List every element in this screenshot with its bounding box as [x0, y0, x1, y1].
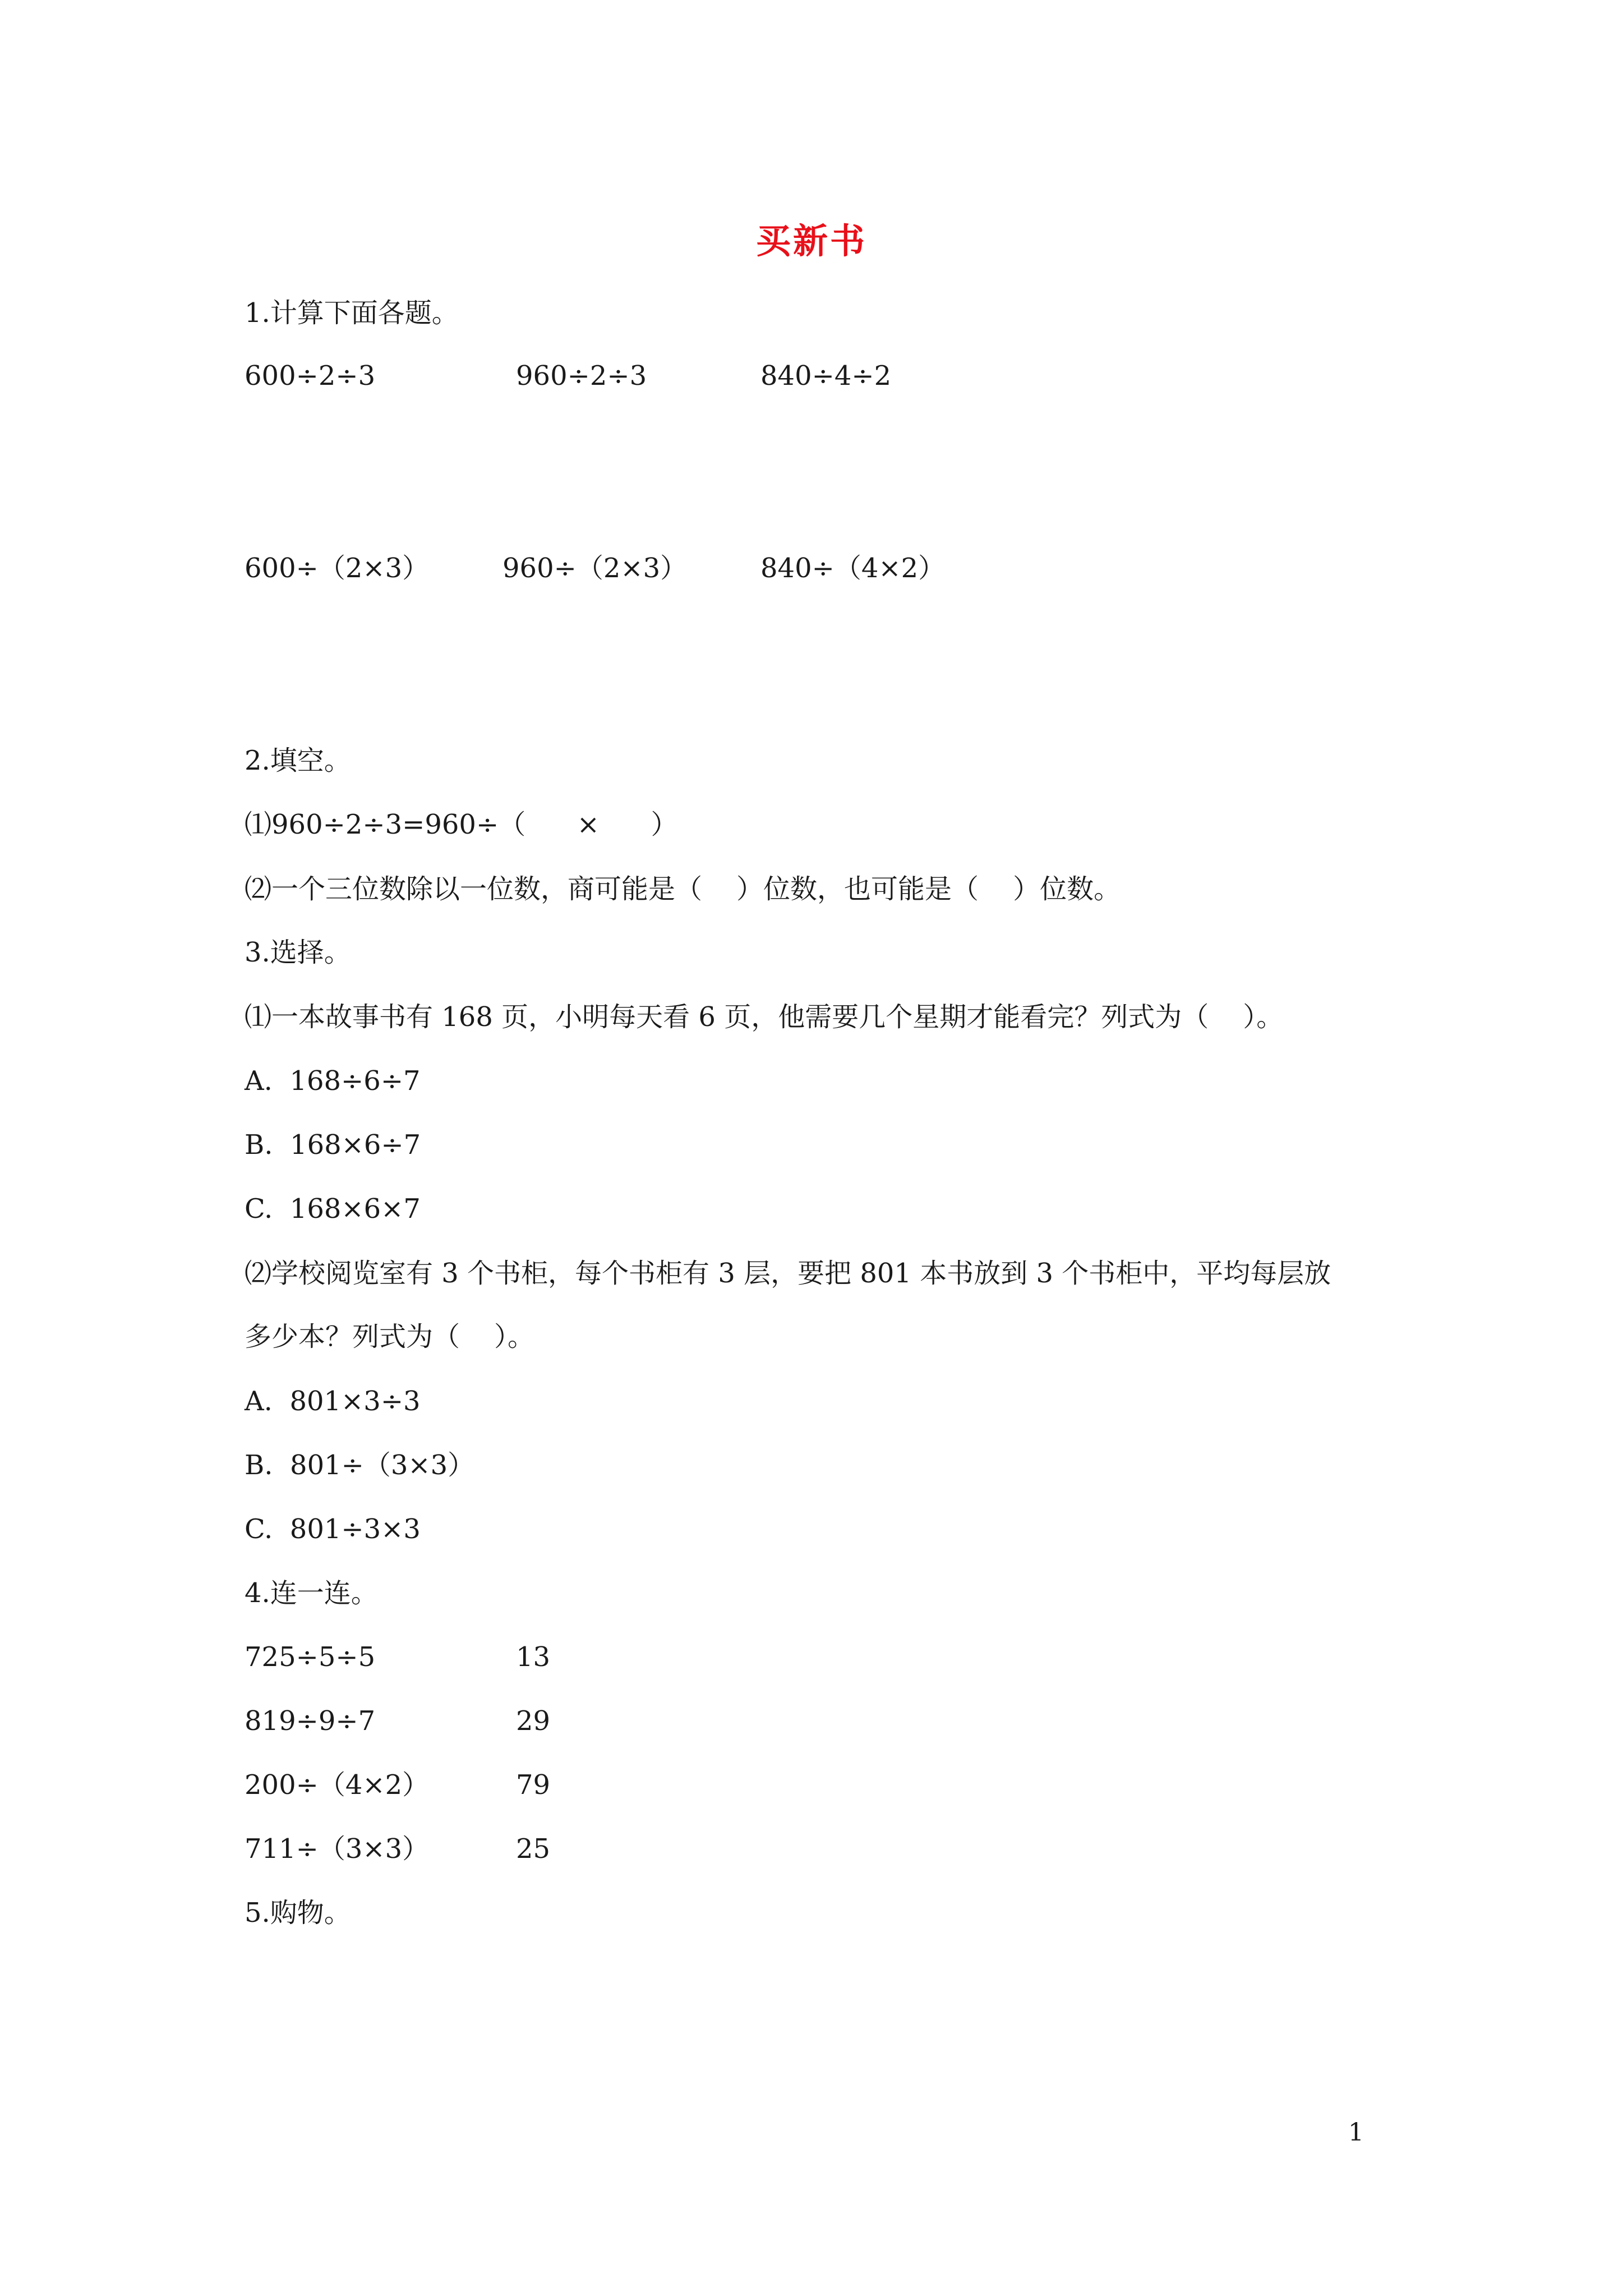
q4-left-expr: 711÷（3×3） — [245, 1833, 430, 1865]
q3-item-2-line-2: 多少本？列式为（ ）。 — [245, 1321, 535, 1352]
q2-item-2: ⑵一个三位数除以一位数，商可能是（ ）位数，也可能是（ ）位数。 — [245, 873, 1121, 905]
q1-expr: 840÷（4×2） — [760, 553, 946, 584]
q3-item-2-line-1: ⑵学校阅览室有 3 个书柜，每个书柜有 3 层，要把 801 本书放到 3 个书柜中，平均每层放 — [245, 1258, 1331, 1289]
q4-left-expr: 819÷9÷7 — [245, 1705, 376, 1737]
q1-expr: 840÷4÷2 — [760, 360, 892, 392]
q4-left-expr: 725÷5÷5 — [245, 1641, 376, 1673]
q3-item-1-option-a: A. 168÷6÷7 — [245, 1065, 421, 1097]
q1-heading: 1.计算下面各题。 — [245, 297, 459, 329]
q1-expr: 600÷（2×3） — [245, 553, 430, 584]
q1-expr: 960÷（2×3） — [502, 553, 688, 584]
page-title: 买新书 — [755, 220, 867, 261]
q3-item-1-option-c: C. 168×6×7 — [245, 1193, 421, 1225]
q3-item-1: ⑴一本故事书有 168 页，小明每天看 6 页，他需要几个星期才能看完？列式为（ ）。 — [245, 1001, 1284, 1033]
q4-right-value: 79 — [516, 1769, 551, 1801]
q4-right-value: 29 — [516, 1705, 551, 1737]
q4-heading: 4.连一连。 — [245, 1577, 378, 1609]
q3-item-2-option-b: B. 801÷（3×3） — [245, 1450, 475, 1481]
q1-expr: 960÷2÷3 — [516, 360, 647, 392]
q3-heading: 3.选择。 — [245, 937, 351, 968]
q4-left-expr: 200÷（4×2） — [245, 1769, 430, 1801]
q1-expr: 600÷2÷3 — [245, 360, 376, 392]
q3-item-1-option-b: B. 168×6÷7 — [245, 1129, 421, 1161]
q4-right-value: 13 — [516, 1641, 551, 1673]
q4-right-value: 25 — [516, 1833, 551, 1865]
q3-item-2-option-a: A. 801×3÷3 — [245, 1386, 421, 1417]
q3-item-2-option-c: C. 801÷3×3 — [245, 1513, 421, 1545]
page-number: 1 — [1348, 2118, 1364, 2147]
q2-heading: 2.填空。 — [245, 745, 351, 776]
q5-heading: 5.购物。 — [245, 1897, 351, 1929]
q2-item-1: ⑴960÷2÷3=960÷（ × ） — [245, 809, 678, 840]
